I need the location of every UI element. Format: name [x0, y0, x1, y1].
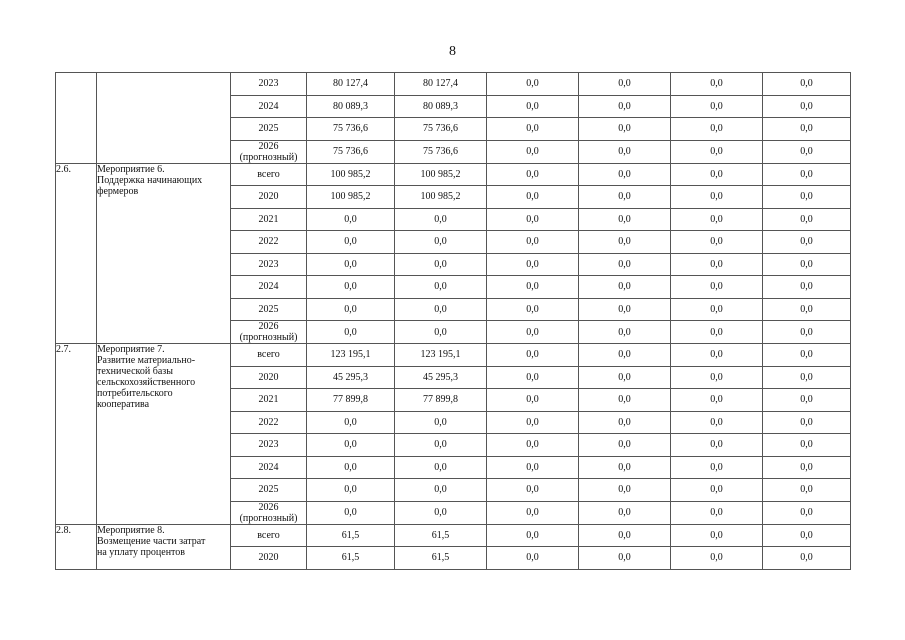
value-cell: 0,0	[671, 163, 763, 186]
value-cell: 0,0	[395, 501, 487, 524]
value-cell: 0,0	[671, 321, 763, 344]
value-cell: 123 195,1	[307, 344, 395, 367]
year-cell	[231, 73, 307, 96]
value-cell: 0,0	[671, 411, 763, 434]
value-cell: 0,0	[763, 389, 851, 412]
value-cell: 0,0	[763, 366, 851, 389]
year-line: 2025	[258, 484, 279, 496]
item-name-line: фермеров	[97, 185, 139, 197]
value-cell: 0,0	[487, 298, 579, 321]
year-line: 2025	[258, 123, 279, 135]
value-cell: 61,5	[395, 524, 487, 547]
item-name-line: Развитие материально-	[97, 355, 196, 366]
value-cell: 0,0	[487, 186, 579, 209]
value-cell: 0,0	[307, 253, 395, 276]
value-cell: 0,0	[307, 434, 395, 457]
budget-table	[55, 72, 851, 570]
item-number	[56, 73, 97, 164]
value-cell: 0,0	[671, 140, 763, 163]
year-line: всего	[257, 529, 280, 541]
year-cell	[231, 479, 307, 502]
year-line: 2020	[258, 371, 279, 383]
value-cell: 0,0	[395, 231, 487, 254]
value-cell: 0,0	[579, 321, 671, 344]
value-cell: 0,0	[487, 140, 579, 163]
value-cell: 100 985,2	[307, 186, 395, 209]
value-cell: 0,0	[579, 186, 671, 209]
value-cell: 0,0	[579, 276, 671, 299]
table-row	[56, 73, 851, 96]
item-name	[97, 73, 231, 164]
year-line: 2023	[258, 439, 279, 451]
item-name-line: Мероприятие 7.	[97, 344, 165, 355]
value-cell: 0,0	[671, 547, 763, 570]
value-cell: 0,0	[671, 186, 763, 209]
value-cell: 0,0	[763, 208, 851, 231]
value-cell: 0,0	[671, 366, 763, 389]
year-cell	[231, 208, 307, 231]
value-cell: 0,0	[487, 479, 579, 502]
value-cell: 0,0	[579, 118, 671, 141]
value-cell: 0,0	[763, 95, 851, 118]
table-row	[56, 344, 851, 367]
value-cell: 0,0	[763, 73, 851, 96]
value-cell: 100 985,2	[395, 186, 487, 209]
value-cell: 0,0	[487, 276, 579, 299]
year-cell	[231, 321, 307, 344]
value-cell: 0,0	[395, 434, 487, 457]
value-cell: 0,0	[763, 118, 851, 141]
value-cell: 0,0	[671, 253, 763, 276]
value-cell: 0,0	[487, 163, 579, 186]
value-cell: 45 295,3	[307, 366, 395, 389]
value-cell: 75 736,6	[307, 140, 395, 163]
value-cell: 0,0	[671, 524, 763, 547]
year-cell	[231, 231, 307, 254]
item-name-line: потребительского	[97, 388, 173, 399]
value-cell: 0,0	[763, 298, 851, 321]
item-name	[97, 344, 231, 525]
year-line: 2025	[258, 303, 279, 315]
year-cell	[231, 366, 307, 389]
value-cell: 0,0	[579, 344, 671, 367]
value-cell: 0,0	[395, 298, 487, 321]
value-cell: 123 195,1	[395, 344, 487, 367]
value-cell: 0,0	[307, 411, 395, 434]
value-cell: 0,0	[579, 73, 671, 96]
value-cell: 0,0	[579, 253, 671, 276]
item-name-line: технической базы	[97, 366, 173, 377]
value-cell: 0,0	[487, 366, 579, 389]
value-cell: 0,0	[579, 231, 671, 254]
year-cell	[231, 140, 307, 163]
value-cell: 0,0	[487, 118, 579, 141]
value-cell: 0,0	[671, 456, 763, 479]
value-cell: 75 736,6	[395, 118, 487, 141]
item-name-line: Поддержка начинающих	[97, 174, 203, 186]
value-cell: 0,0	[307, 276, 395, 299]
value-cell: 0,0	[579, 208, 671, 231]
value-cell: 0,0	[671, 298, 763, 321]
value-cell: 0,0	[671, 95, 763, 118]
year-cell	[231, 95, 307, 118]
year-cell	[231, 118, 307, 141]
value-cell: 0,0	[671, 208, 763, 231]
year-line: (прогнозный)	[239, 151, 298, 163]
value-cell: 0,0	[395, 208, 487, 231]
value-cell: 0,0	[671, 231, 763, 254]
value-cell: 0,0	[487, 231, 579, 254]
value-cell: 0,0	[763, 276, 851, 299]
year-cell	[231, 163, 307, 186]
year-cell	[231, 501, 307, 524]
year-line: 2021	[258, 213, 279, 225]
value-cell: 0,0	[763, 253, 851, 276]
year-cell	[231, 186, 307, 209]
year-line: (прогнозный)	[239, 332, 298, 343]
value-cell: 61,5	[307, 547, 395, 570]
value-cell: 0,0	[579, 501, 671, 524]
value-cell: 0,0	[579, 456, 671, 479]
item-name	[97, 524, 231, 569]
value-cell: 0,0	[763, 140, 851, 163]
value-cell: 0,0	[579, 389, 671, 412]
item-name-line: Мероприятие 6.	[97, 163, 165, 175]
year-line: 2026	[258, 321, 279, 332]
year-cell	[231, 524, 307, 547]
value-cell: 0,0	[763, 501, 851, 524]
value-cell: 0,0	[763, 163, 851, 186]
year-cell	[231, 547, 307, 570]
value-cell: 100 985,2	[307, 163, 395, 186]
item-name-line: на уплату процентов	[97, 546, 186, 558]
value-cell: 80 089,3	[307, 95, 395, 118]
value-cell: 0,0	[579, 95, 671, 118]
year-cell	[231, 298, 307, 321]
value-cell: 0,0	[671, 276, 763, 299]
value-cell: 0,0	[579, 411, 671, 434]
value-cell: 0,0	[579, 434, 671, 457]
value-cell: 0,0	[395, 276, 487, 299]
value-cell: 61,5	[395, 547, 487, 570]
year-line: 2026	[258, 501, 279, 513]
value-cell: 0,0	[487, 524, 579, 547]
value-cell: 0,0	[487, 95, 579, 118]
value-cell: 0,0	[487, 321, 579, 344]
value-cell: 100 985,2	[395, 163, 487, 186]
value-cell: 0,0	[671, 73, 763, 96]
value-cell: 80 127,4	[307, 73, 395, 96]
year-cell	[231, 253, 307, 276]
value-cell: 0,0	[763, 547, 851, 570]
year-cell	[231, 434, 307, 457]
value-cell: 0,0	[671, 479, 763, 502]
value-cell: 0,0	[579, 140, 671, 163]
item-number: 2.6.	[56, 163, 97, 344]
value-cell: 0,0	[763, 344, 851, 367]
value-cell: 0,0	[579, 298, 671, 321]
year-line: 2020	[258, 552, 279, 564]
year-line: 2022	[258, 416, 279, 428]
value-cell: 0,0	[763, 524, 851, 547]
value-cell: 0,0	[307, 231, 395, 254]
value-cell: 0,0	[671, 501, 763, 524]
table-row	[56, 524, 851, 547]
value-cell: 0,0	[763, 321, 851, 344]
year-line: (прогнозный)	[239, 512, 298, 524]
item-name-line: сельскохозяйственного	[97, 377, 196, 388]
value-cell: 0,0	[763, 186, 851, 209]
value-cell: 0,0	[671, 118, 763, 141]
budget-table-body	[56, 73, 851, 570]
item-name-line: Мероприятие 8.	[97, 524, 165, 536]
value-cell: 0,0	[395, 456, 487, 479]
value-cell: 0,0	[307, 321, 395, 344]
value-cell: 0,0	[307, 479, 395, 502]
value-cell: 0,0	[579, 524, 671, 547]
year-line: 2026	[258, 140, 279, 152]
year-cell	[231, 389, 307, 412]
value-cell: 0,0	[763, 434, 851, 457]
value-cell: 0,0	[307, 298, 395, 321]
value-cell: 0,0	[487, 208, 579, 231]
year-cell	[231, 411, 307, 434]
year-line: 2023	[258, 258, 279, 270]
year-line: всего	[257, 168, 280, 180]
year-line: 2024	[258, 281, 279, 293]
year-line: 2023	[258, 78, 279, 90]
value-cell: 0,0	[395, 253, 487, 276]
page-number: 8	[449, 44, 456, 59]
value-cell: 80 127,4	[395, 73, 487, 96]
year-line: всего	[257, 349, 280, 361]
year-cell	[231, 276, 307, 299]
value-cell: 0,0	[487, 501, 579, 524]
item-number: 2.7.	[56, 344, 97, 525]
value-cell: 0,0	[487, 389, 579, 412]
value-cell: 0,0	[763, 456, 851, 479]
value-cell: 0,0	[487, 344, 579, 367]
value-cell: 0,0	[487, 253, 579, 276]
item-name-line: кооператива	[97, 399, 150, 410]
value-cell: 0,0	[671, 344, 763, 367]
value-cell: 0,0	[763, 231, 851, 254]
value-cell: 0,0	[579, 547, 671, 570]
value-cell: 0,0	[307, 208, 395, 231]
value-cell: 0,0	[487, 547, 579, 570]
year-line: 2020	[258, 191, 279, 203]
item-name	[97, 163, 231, 344]
year-line: 2024	[258, 461, 279, 473]
year-line: 2021	[258, 394, 279, 406]
value-cell: 75 736,6	[395, 140, 487, 163]
value-cell: 77 899,8	[395, 389, 487, 412]
value-cell: 0,0	[763, 411, 851, 434]
table-row	[56, 163, 851, 186]
value-cell: 0,0	[763, 479, 851, 502]
year-cell	[231, 344, 307, 367]
value-cell: 0,0	[395, 479, 487, 502]
value-cell: 0,0	[395, 411, 487, 434]
year-line: 2024	[258, 100, 279, 112]
value-cell: 75 736,6	[307, 118, 395, 141]
value-cell: 0,0	[395, 321, 487, 344]
value-cell: 77 899,8	[307, 389, 395, 412]
value-cell: 0,0	[487, 73, 579, 96]
item-number: 2.8.	[56, 524, 97, 569]
value-cell: 0,0	[307, 456, 395, 479]
year-cell	[231, 456, 307, 479]
value-cell: 0,0	[579, 366, 671, 389]
value-cell: 0,0	[487, 456, 579, 479]
value-cell: 45 295,3	[395, 366, 487, 389]
item-name-line: Возмещение части затрат	[97, 535, 206, 547]
value-cell: 80 089,3	[395, 95, 487, 118]
value-cell: 0,0	[307, 501, 395, 524]
value-cell: 0,0	[487, 434, 579, 457]
value-cell: 61,5	[307, 524, 395, 547]
value-cell: 0,0	[671, 434, 763, 457]
value-cell: 0,0	[579, 479, 671, 502]
value-cell: 0,0	[487, 411, 579, 434]
value-cell: 0,0	[579, 163, 671, 186]
year-line: 2022	[258, 236, 279, 248]
value-cell: 0,0	[671, 389, 763, 412]
